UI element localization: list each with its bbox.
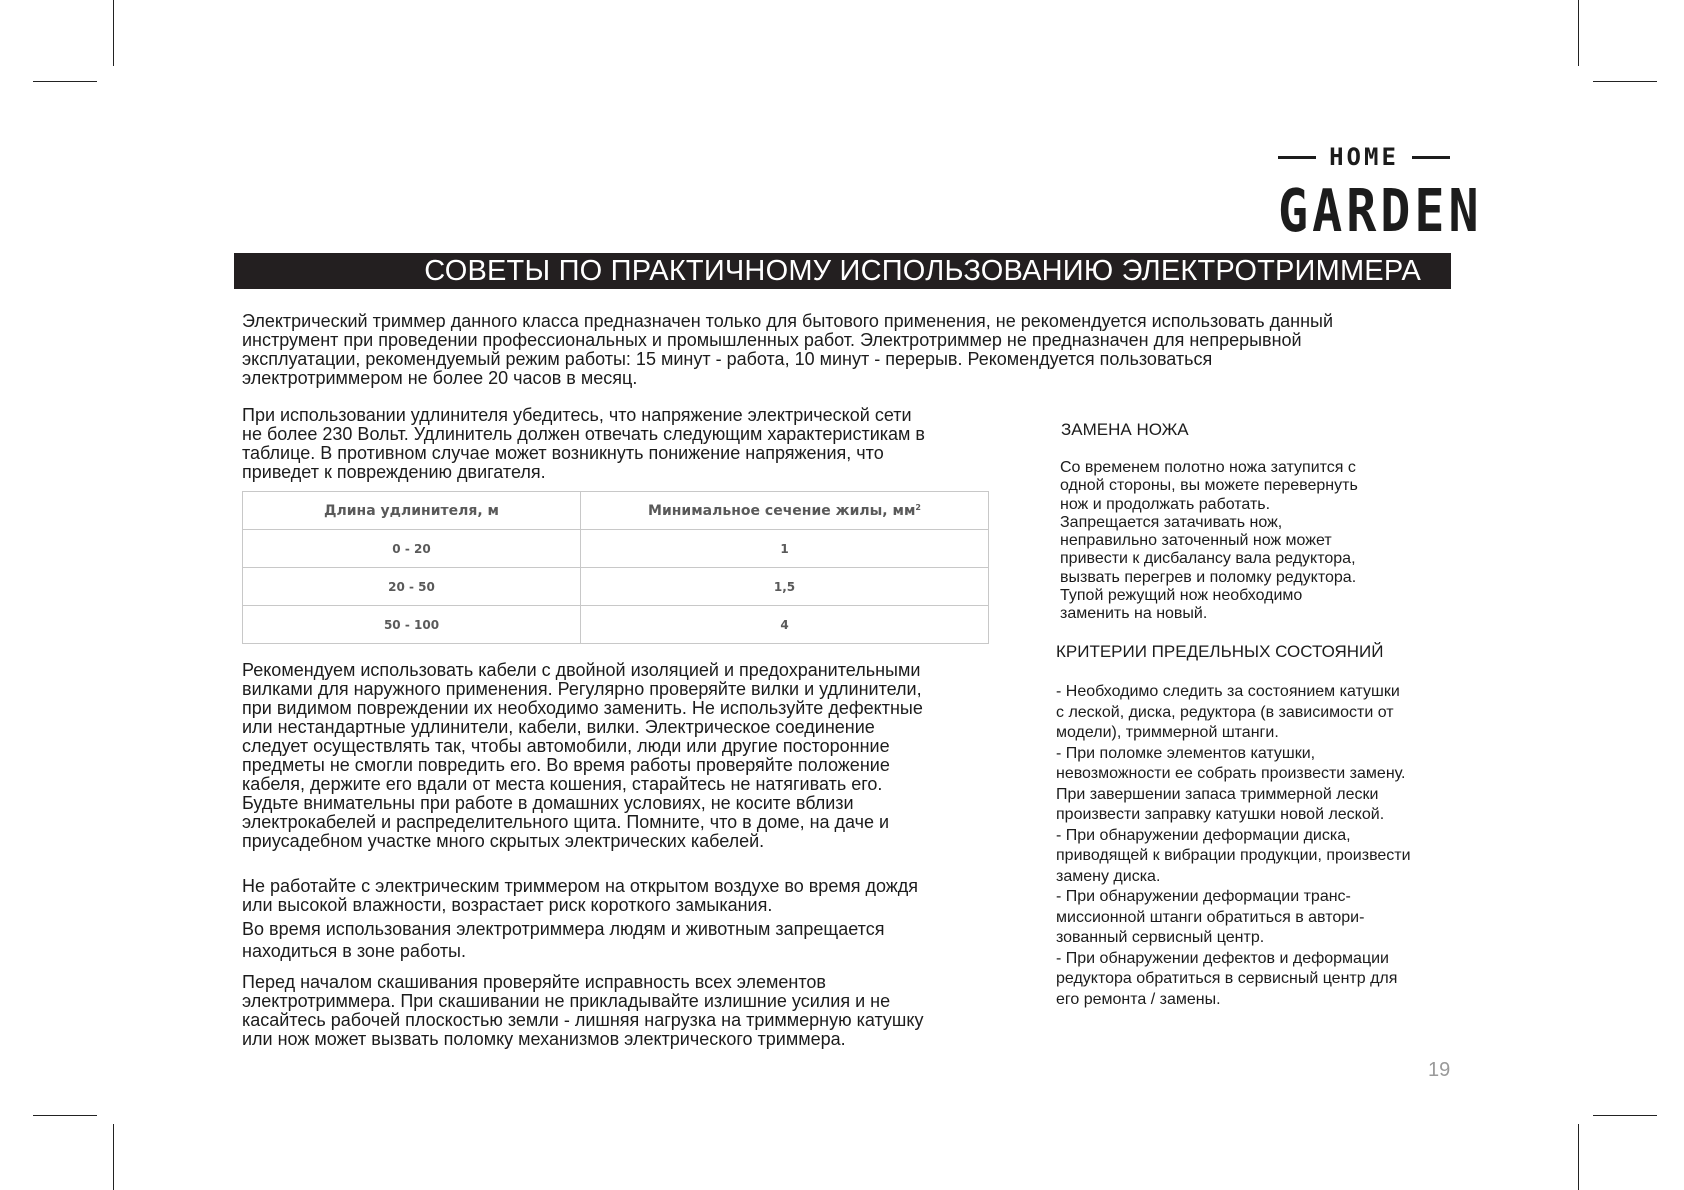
- logo-home-text: HOME: [1329, 143, 1399, 171]
- text-line: произвести заправку катушки новой леской.: [1056, 806, 1385, 823]
- crop-mark: [1593, 1115, 1657, 1116]
- text-line: При использовании удлинителя убедитесь, что напряжение электрической сети: [242, 405, 912, 425]
- text-line: при видимом повреждении их необходимо заменить. Не используйте дефектные: [242, 698, 923, 718]
- table-header-section-text: Минимальное сечение жилы, мм: [648, 502, 916, 519]
- knife-heading: ЗАМЕНА НОЖА: [1061, 420, 1189, 439]
- text-line: Тупой режущий нож необходимо: [1060, 587, 1303, 605]
- table-cell-length: 50 - 100: [243, 606, 581, 644]
- text-line: приводящей к вибрации продукции, произвести: [1056, 847, 1411, 864]
- text-line: инструмент при проведении профессиональных и промышленных работ. Электротриммер не предназначен для непрерывной: [242, 330, 1302, 350]
- text-line: или высокой влажности, возрастает риск короткого замыкания.: [242, 895, 773, 915]
- table-row: [243, 606, 989, 644]
- text-line: приусадебном участке много скрытых электрических кабелей.: [242, 831, 765, 851]
- text-line: электротриммера. При скашивании не прикладывайте излишние усилия и не: [242, 991, 891, 1011]
- cables-paragraph: [242, 661, 923, 851]
- crop-mark: [113, 1124, 114, 1190]
- crop-mark: [1578, 0, 1579, 66]
- check-paragraph: [242, 973, 923, 1049]
- text-line: заменить на новый.: [1060, 605, 1208, 623]
- text-line: или нестандартные удлинители, кабели, вилки. Электрическое соединение: [242, 717, 875, 737]
- text-line: миссионной штанги обратиться в автори-: [1056, 908, 1365, 926]
- text-line: следует осуществлять так, чтобы автомобили, люди или другие посторонние: [242, 736, 890, 756]
- logo-rule-right: [1412, 156, 1450, 159]
- text-line: Электрический триммер данного класса предназначен только для бытового применения, не рекомендуется использовать данный: [242, 311, 1334, 331]
- text-line: Запрещается затачивать нож,: [1060, 513, 1283, 531]
- text-line: электротриммером не более 20 часов в месяц.: [242, 368, 638, 388]
- extension-cable-table: [242, 491, 989, 644]
- table-header-length: Длина удлинителя, м: [243, 492, 581, 530]
- logo-top: [1278, 144, 1450, 170]
- extension-paragraph: [242, 406, 925, 482]
- rain-paragraph: [242, 877, 918, 915]
- text-line: таблице. В противном случае может возникнуть понижение напряжения, что: [242, 443, 884, 463]
- table-row: [243, 530, 989, 568]
- text-line: касайтесь рабочей плоскостью земли - лишняя нагрузка на триммерную катушку: [242, 1010, 924, 1030]
- table-cell-section: 1,5: [581, 568, 989, 606]
- text-line: - При обнаружении деформации диска,: [1056, 826, 1351, 844]
- text-line: его ремонта / замены.: [1056, 990, 1221, 1008]
- logo-garden-text: GARDEN: [1278, 176, 1483, 246]
- text-line: предметы не смогли повредить его. Во время работы проверяйте положение: [242, 755, 890, 775]
- text-line: При завершении запаса триммерной лески: [1056, 785, 1379, 803]
- text-line: вызвать перегрев и поломку редуктора.: [1060, 568, 1357, 586]
- text-line: - Необходимо следить за состоянием катушки: [1056, 683, 1400, 700]
- knife-paragraph: [1060, 459, 1358, 624]
- text-line: одной стороны, вы можете перевернуть: [1060, 477, 1358, 495]
- criteria-paragraph: [1056, 682, 1411, 1010]
- section-title: СОВЕТЫ ПО ПРАКТИЧНОМУ ИСПОЛЬЗОВАНИЮ ЭЛЕКТРОТРИММЕРА: [424, 255, 1421, 287]
- text-line: Перед началом скашивания проверяйте исправность всех элементов: [242, 972, 826, 992]
- text-line: Во время использования электротриммера людям и животным запрещается: [242, 919, 885, 939]
- crop-mark: [113, 0, 114, 66]
- text-line: - При поломке элементов катушки,: [1056, 744, 1316, 762]
- text-line: невозможности ее собрать произвести замену.: [1056, 765, 1406, 782]
- table-cell-section: 1: [581, 530, 989, 568]
- text-line: Будьте внимательны при работе в домашних условиях, не косите вблизи: [242, 793, 854, 813]
- crop-mark: [1578, 1124, 1579, 1190]
- text-line: приведет к повреждению двигателя.: [242, 462, 546, 482]
- text-line: - При обнаружении дефектов и деформации: [1056, 949, 1389, 967]
- criteria-heading: КРИТЕРИИ ПРЕДЕЛЬНЫХ СОСТОЯНИЙ: [1056, 642, 1384, 661]
- text-line: или нож может вызвать поломку механизмов электрического триммера.: [242, 1029, 846, 1049]
- page-number: 19: [1428, 1059, 1451, 1081]
- table-header-row: [243, 492, 989, 530]
- crop-mark: [1593, 81, 1657, 82]
- text-line: нож и продолжать работать.: [1060, 495, 1271, 513]
- text-line: неправильно заточенный нож может: [1060, 532, 1332, 550]
- text-line: модели), триммерной штанги.: [1056, 724, 1279, 741]
- text-line: Рекомендуем использовать кабели с двойной изоляцией и предохранительными: [242, 660, 921, 680]
- section-banner: [234, 253, 1451, 289]
- text-line: редуктора обратиться в сервисный центр для: [1056, 970, 1398, 987]
- text-line: Со временем полотно ножа затупится с: [1060, 459, 1356, 476]
- crop-mark: [33, 1115, 97, 1116]
- table-cell-length: 0 - 20: [243, 530, 581, 568]
- brand-logo: [1278, 143, 1483, 246]
- text-line: Не работайте с электрическим триммером на открытом воздухе во время дождя: [242, 876, 919, 896]
- crop-mark: [33, 81, 97, 82]
- text-line: кабеля, держите его вдали от места кошения, старайтесь не натягивать его.: [242, 774, 883, 794]
- table-cell-length: 20 - 50: [243, 568, 581, 606]
- text-line: эксплуатации, рекомендуемый режим работы: 15 минут - работа, 10 минут - перерыв. Рекомендуется пользоваться: [242, 349, 1213, 369]
- text-line: вилками для наружного применения. Регулярно проверяйте вилки и удлинители,: [242, 679, 922, 699]
- text-line: находиться в зоне работы.: [242, 941, 466, 961]
- intro-paragraph: [242, 312, 1333, 388]
- table-cell-section: 4: [581, 606, 989, 644]
- superscript-two: 2: [915, 502, 921, 512]
- text-line: - При обнаружении деформации транс-: [1056, 888, 1351, 905]
- text-line: зованный сервисный центр.: [1056, 929, 1265, 946]
- people-paragraph: [242, 918, 884, 962]
- text-line: с леской, диска, редуктора (в зависимости от: [1056, 703, 1394, 721]
- text-line: замену диска.: [1056, 867, 1161, 885]
- logo-rule-left: [1278, 156, 1316, 159]
- text-line: привести к дисбалансу вала редуктора,: [1060, 550, 1356, 568]
- table-row: [243, 568, 989, 606]
- table-header-section: [581, 492, 989, 530]
- text-line: электрокабелей и распределительного щита. Помните, что в доме, на даче и: [242, 812, 890, 832]
- text-line: не более 230 Вольт. Удлинитель должен отвечать следующим характеристикам в: [242, 424, 925, 444]
